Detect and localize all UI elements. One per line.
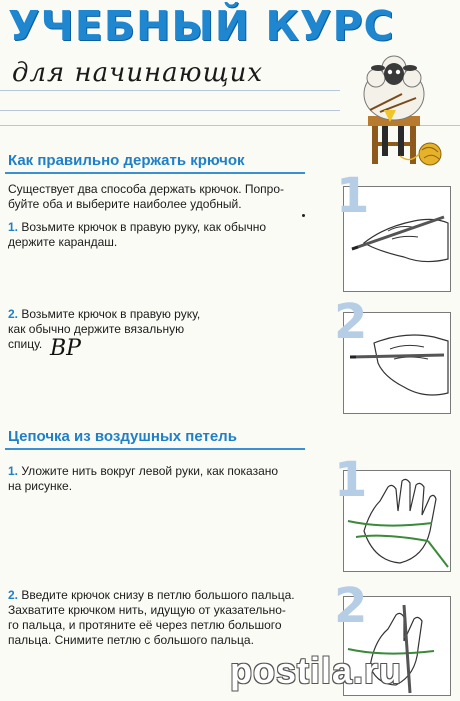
- course-subtitle: для начинающих: [12, 58, 264, 88]
- section-title-hold-hook: Как правильно держать крючок: [8, 152, 245, 169]
- sheep-face: [384, 63, 404, 85]
- sheep-knitting-illustration: [340, 38, 450, 168]
- chain-step1-paragraph: 1. Уложите нить вокруг левой руки, как показано на рисунке.: [8, 464, 279, 493]
- section-underline: [5, 448, 305, 450]
- section-underline: [5, 172, 305, 174]
- yarn-ball: [419, 143, 441, 165]
- print-dot: [302, 214, 305, 217]
- watermark-logo: postila.ru: [230, 650, 403, 691]
- step2-paragraph: 2. Возьмите крючок в правую руку, как обычно держите вязальную спицу.: [8, 307, 201, 351]
- panel-number: 2: [334, 294, 368, 350]
- handwritten-initials: ВР: [50, 336, 81, 361]
- intro-paragraph: Существует два способа держать крючок. Попро- буйте оба и выберите наиболее удобный.: [8, 182, 285, 211]
- panel-number: 1: [334, 452, 368, 508]
- panel-number: 2: [334, 578, 368, 634]
- course-title: УЧЕБНЫЙ КУРС: [8, 2, 395, 50]
- step1-paragraph: 1. Возьмите крючок в правую руку, как обычно держите карандаш.: [8, 220, 267, 249]
- notebook-line: [0, 110, 340, 111]
- panel-number: 1: [336, 168, 370, 224]
- chain-step2-paragraph: 2. Введите крючок снизу в петлю большого пальца. Захватите крючком нить, идущую от указательно- го пальца, и протяните её через петлю большого пальца. Снимите петлю с большого пальца.: [8, 588, 295, 647]
- section-title-chain: Цепочка из воздушных петель: [8, 428, 237, 445]
- notebook-line: [0, 90, 340, 91]
